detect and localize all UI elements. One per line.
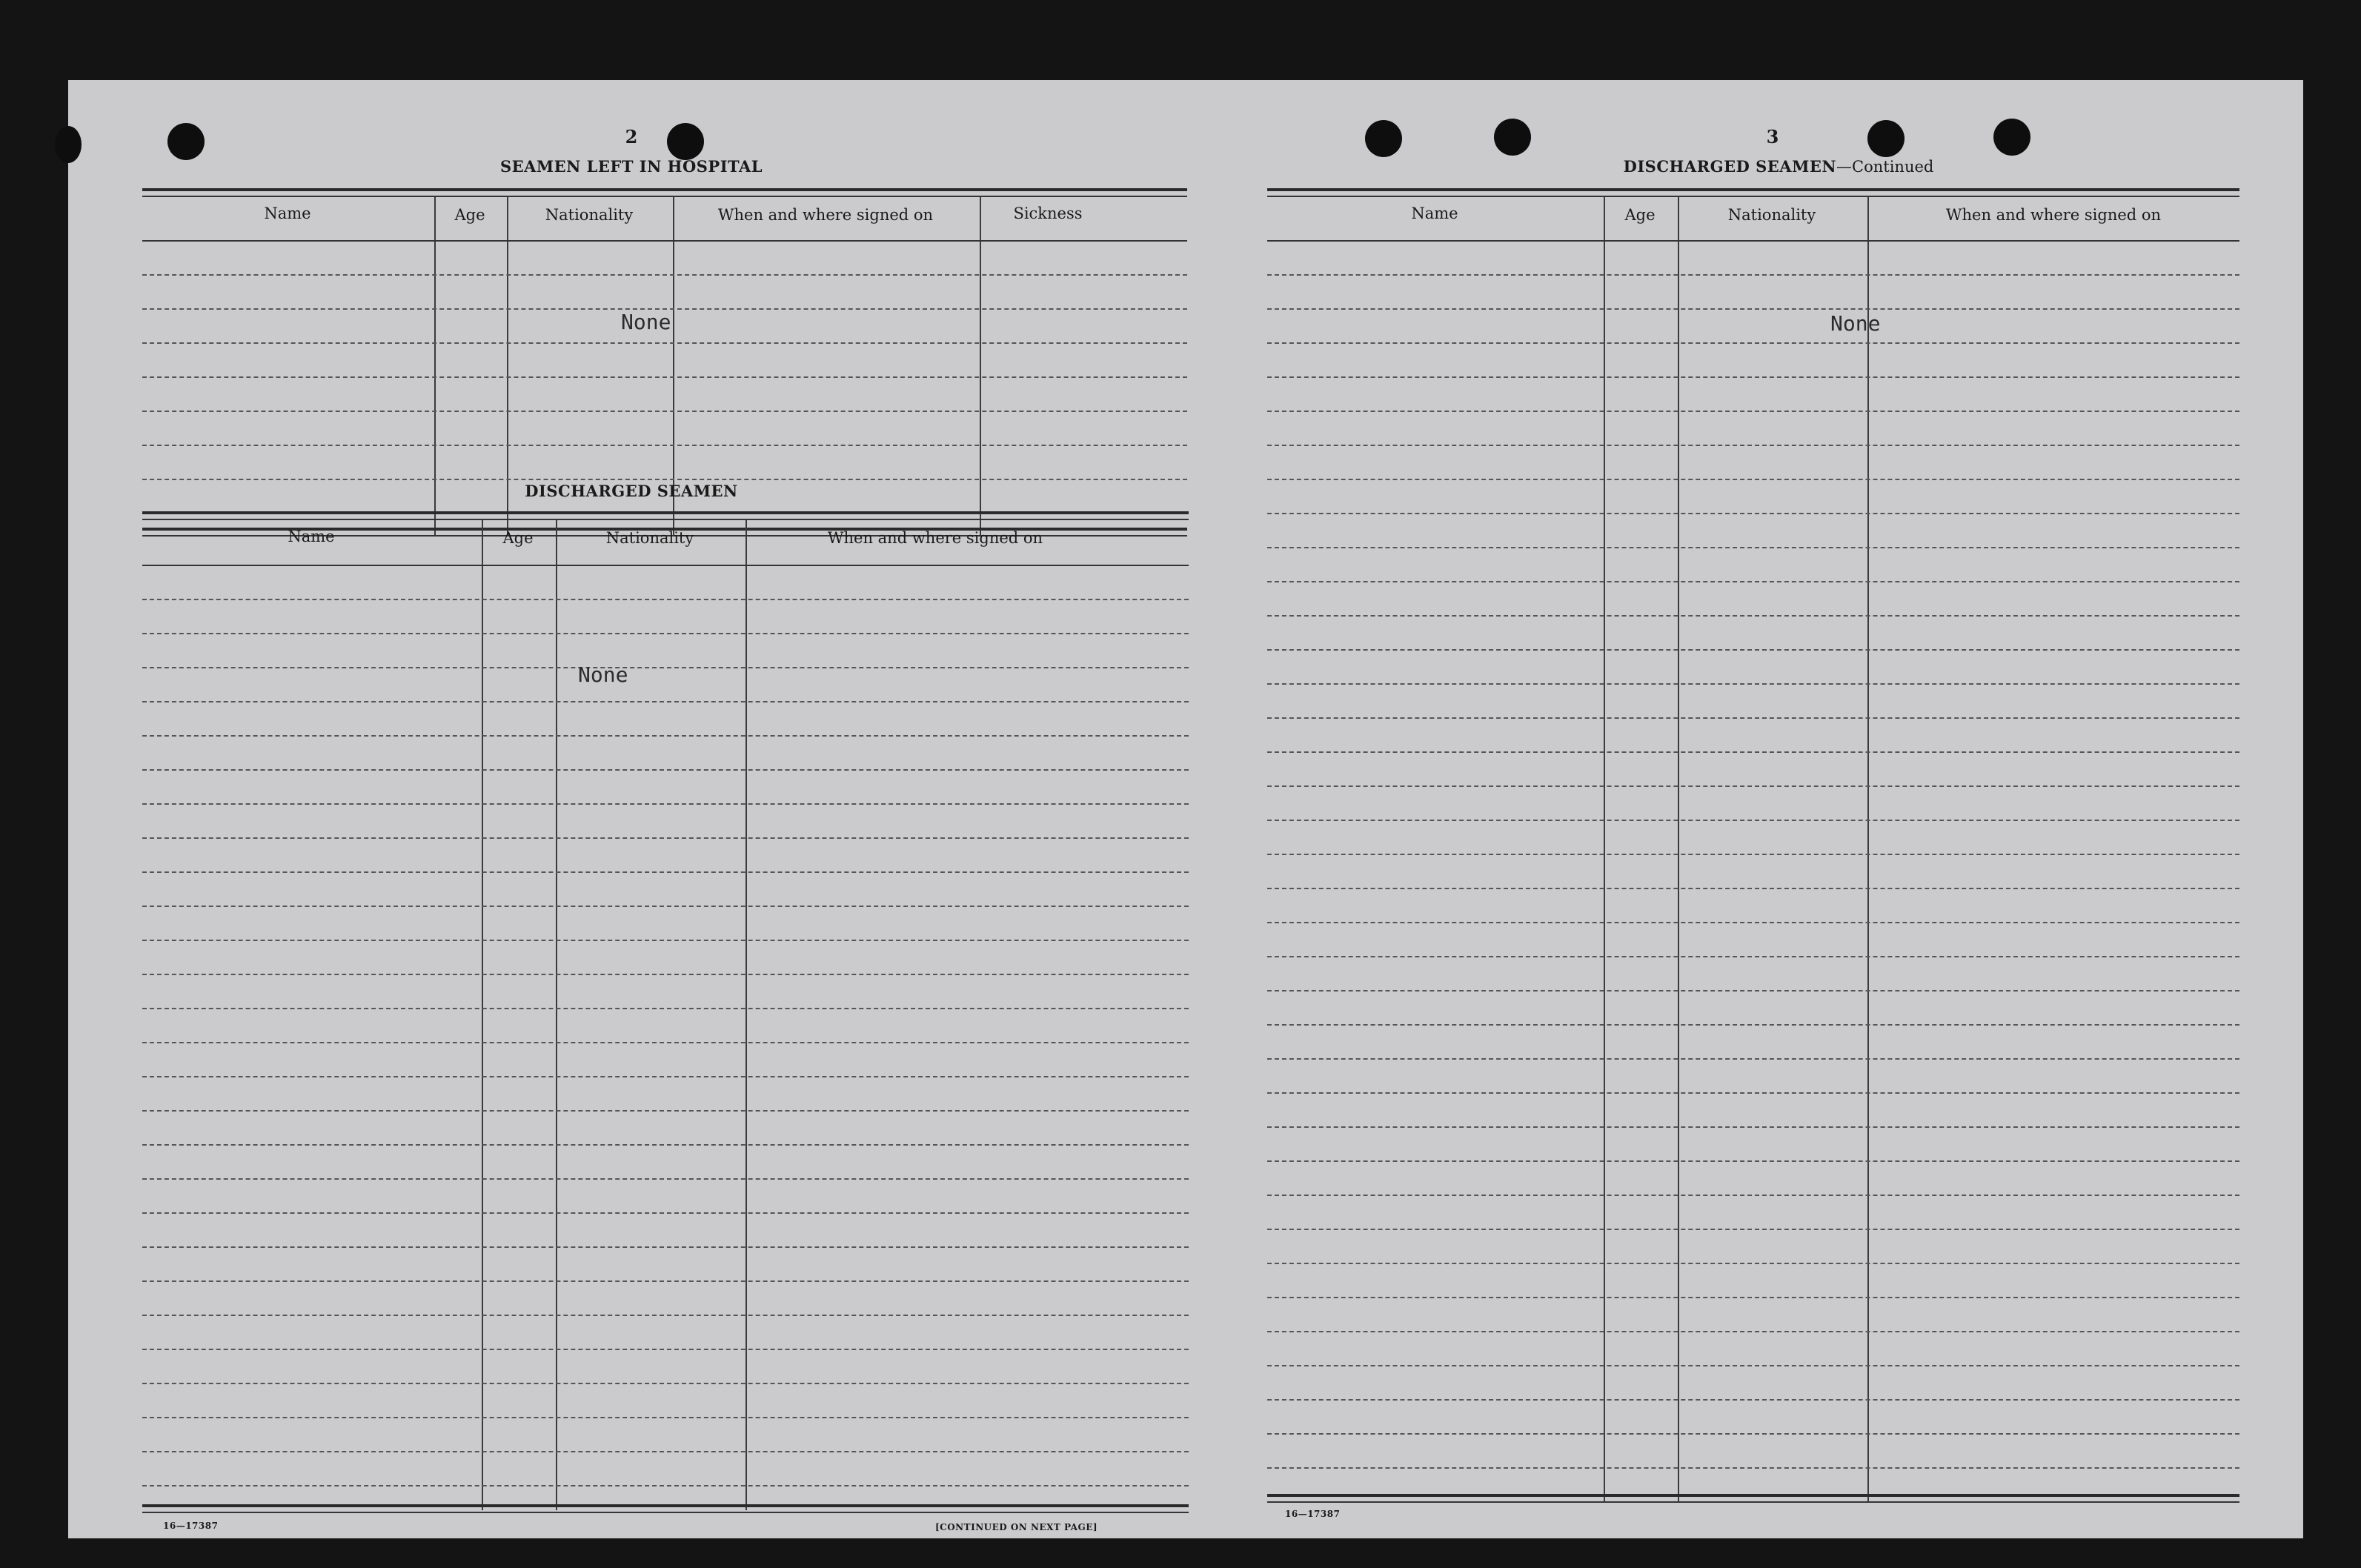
discharged-continued-entry: None — [1830, 311, 1881, 336]
discharged-section-title: DISCHARGED SEAMEN — [525, 482, 738, 500]
form-number: 16—17387 — [163, 1521, 219, 1531]
column-header-signed-on: When and where signed on — [827, 529, 1043, 547]
page-number: 3 — [1766, 126, 1779, 147]
column-header-age: Age — [1624, 206, 1656, 224]
continued-note: [CONTINUED ON NEXT PAGE] — [935, 1522, 1098, 1532]
page-number: 2 — [625, 126, 638, 147]
hospital-entry: None — [621, 310, 671, 334]
title-suffix: —Continued — [1836, 158, 1934, 176]
column-header-age: Age — [454, 206, 485, 224]
column-header-nationality: Nationality — [1727, 206, 1816, 224]
column-header-name: Name — [1411, 205, 1458, 222]
hospital-section-title: SEAMEN LEFT IN HOSPITAL — [499, 157, 763, 176]
column-header-signed-on: When and where signed on — [1945, 206, 2162, 224]
discharged-entry: None — [578, 662, 628, 687]
title-text: DISCHARGED SEAMEN — [1623, 157, 1837, 176]
column-header-name: Name — [288, 528, 335, 545]
column-header-nationality: Nationality — [605, 529, 694, 547]
form-number: 16—17387 — [1285, 1509, 1341, 1519]
column-header-nationality: Nationality — [545, 206, 634, 224]
right-page — [1186, 80, 2303, 1538]
discharged-continued-title — [1593, 157, 1964, 176]
column-header-signed-on: When and where signed on — [717, 206, 934, 224]
column-header-name: Name — [264, 205, 311, 222]
scanned-document — [68, 80, 2303, 1538]
left-page — [68, 80, 1186, 1538]
column-header-age: Age — [502, 529, 534, 547]
column-header-sickness: Sickness — [1013, 205, 1083, 222]
